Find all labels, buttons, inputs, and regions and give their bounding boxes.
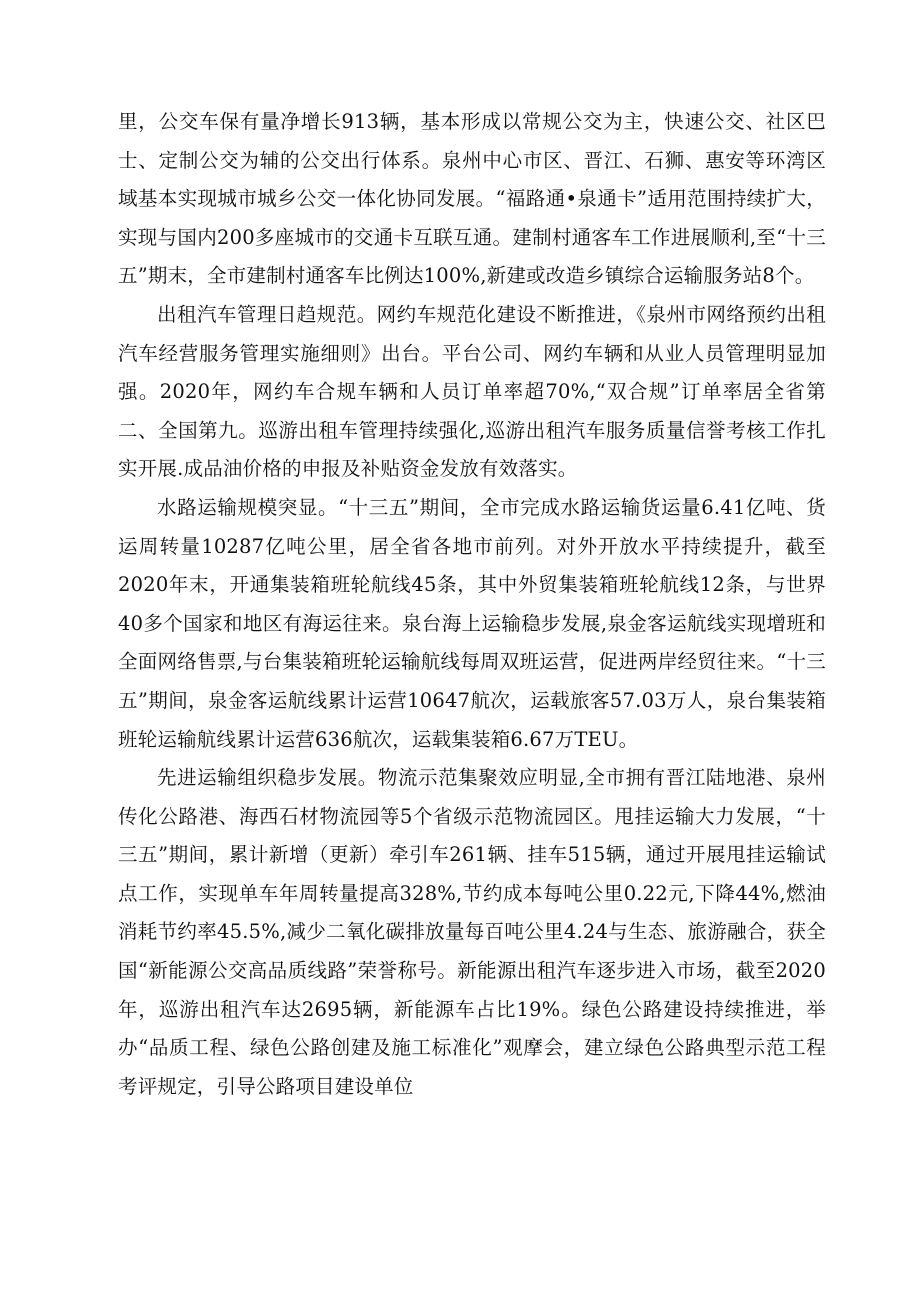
paragraph-waterway-transport: 水路运输规模突显。“十三五”期间，全市完成水路运输货运量6.41亿吨、货运周转量10287亿吨公里，居全省各地市前列。对外开放水平持续提升，截至2020年末，开通集装箱班轮航线45条，其中外贸集装箱班轮航线12条，与世界40多个国家和地区有海运往来。泉台海上运输稳步发展,泉金客运航线实现增班和全面网络售票,与台集装箱班轮运输航线每周双班运营，促进两岸经贸往来。“十三五”期间，泉金客运航线累计运营10647航次，运载旅客57.03万人，泉台集装箱班轮运输航线累计运营636航次，运载集装箱6.67万TEU。 — [118, 495, 826, 751]
paragraph-bus-public-transit: 里，公交车保有量净增长913辆，基本形成以常规公交为主，快速公交、社区巴士、定制公交为辅的公交出行体系。泉州中心市区、晋江、石狮、惠安等环湾区域基本实现城市城乡公交一体化协同发展。“福路通•泉通卡”适用范围持续扩大，实现与国内200多座城市的交通卡互联互通。建制村通客车工作进展顺利,至“十三五”期末，全市建制村通客车比例达100%,新建或改造乡镇综合运输服务站8个。 — [118, 110, 826, 288]
paragraph-advanced-transport-organization: 先进运输组织稳步发展。物流示范集聚效应明显,全市拥有晋江陆地港、泉州传化公路港、海西石材物流园等5个省级示范物流园区。甩挂运输大力发展，“十三五”期间，累计新增（更新）牵引车261辆、挂车515辆，通过开展甩挂运输试点工作，实现单车年周转量提高328%,节约成本每吨公里0.22元,下降44%,燃油消耗节约率45.5%,减少二氧化碳排放量每百吨公里4.24与生态、旅游融合，获全国“新能源公交高品质线路”荣誉称号。新能源出租汽车逐步进入市场，截至2020年，巡游出租汽车达2695辆，新能源车占比19%。绿色公路建设持续推进，举办“品质工程、绿色公路创建及施工标准化”观摩会，建立绿色公路典型示范工程考评规定，引导公路项目建设单位 — [118, 766, 826, 1098]
document-body — [118, 103, 826, 1106]
paragraph-taxi-management: 出租汽车管理日趋规范。网约车规范化建设不断推进，《泉州市网络预约出租汽车经营服务管理实施细则》出台。平台公司、网约车辆和从业人员管理明显加强。2020年，网约车合规车辆和人员订单率超70%,“双合规”订单率居全省第二、全国第九。巡游出租车管理持续强化,巡游出租汽车服务质量信誉考核工作扎实开展.成品油价格的申报及补贴资金发放有效落实。 — [118, 302, 826, 481]
